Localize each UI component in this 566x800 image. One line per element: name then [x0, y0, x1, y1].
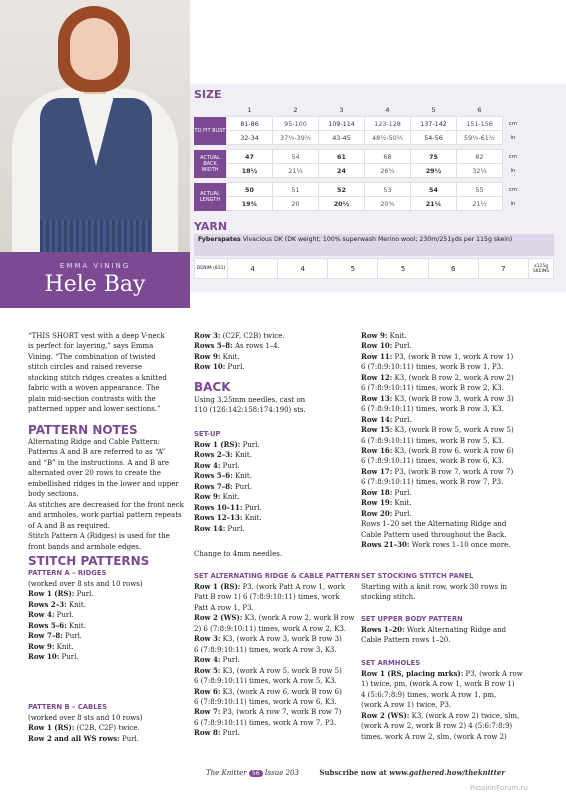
yarn-description [194, 234, 554, 256]
pattern-a-rows [28, 579, 188, 663]
cell: 68 [365, 150, 411, 164]
intro-line: fabric with a woven appearance. The [28, 384, 160, 393]
row-label: TO FIT BUST [194, 117, 227, 145]
row-line: Rows 7–8: Purl. [194, 481, 252, 491]
yarn-amount: 5 [378, 259, 428, 279]
row-line: 6 (7:8:9:10:11) times, work A row 3, K3. [194, 645, 337, 654]
back-line: 110 (126:142:158:174:190) sts. [194, 406, 306, 415]
row-line: Patt B row 1) 6 (7:8:9:10:11) times, work [194, 593, 340, 602]
row-line: Rows 12–13: Knit. [194, 513, 262, 523]
upper-body-heading: SET UPPER BODY PATTERN [361, 615, 463, 623]
back-intro [194, 395, 354, 416]
cell: 20¾ [365, 197, 411, 211]
armholes-text [361, 669, 541, 742]
row-line: Row 1 (RS): Purl. [28, 589, 94, 599]
back-heading: BACK [194, 380, 231, 394]
row-line: Rows 5–8: As rows 1–4. [194, 341, 280, 351]
row-line: 6 (7:8:9:10:11) times, work B row 3, K3. [361, 405, 504, 414]
row-line: Row 18: Purl. [361, 487, 412, 497]
row-line: 4 (5:6:7:8:9) times, work A row 1, pm, [361, 690, 497, 699]
row-line: Row 20: Purl. [361, 508, 412, 518]
cell: 26¾ [365, 164, 411, 178]
size-col: 3 [339, 105, 344, 114]
row-line: Cable Pattern rows 1–20. [361, 636, 451, 645]
cell: 54-56 [411, 131, 457, 145]
row-line: Row 4: Purl. [194, 655, 240, 665]
cell: 24 [319, 164, 365, 178]
size-col: 4 [385, 105, 390, 114]
unit: cm [508, 186, 518, 193]
cell: 75 [411, 150, 457, 164]
row-line: 6 (7:8:9:10:11) times, work B row 6, K3. [361, 457, 504, 466]
cell: 21½ [457, 197, 503, 211]
row-line: Row 3: (C2F, C2B) twice. [194, 331, 285, 340]
size-heading: SIZE [194, 88, 222, 101]
stock-line: Starting with a knit row, work 30 rows in [361, 583, 508, 591]
yarn-unit: x115g SKEINS [529, 259, 554, 279]
cell: 32-34 [227, 131, 273, 145]
unit: in [510, 200, 516, 207]
size-col: 6 [477, 105, 482, 114]
row-line: Row 4: Purl. [194, 460, 240, 470]
yarn-brand: Fyberspates [198, 236, 241, 243]
notes-line: Alternating Ridge and Cable Pattern: [28, 438, 160, 446]
size-col: 1 [247, 105, 252, 114]
cell: 32¼ [457, 164, 503, 178]
row-line: Row 14: Purl. [194, 523, 245, 533]
row-line: Row 12: K3, (work B row 2, work A row 2) [361, 372, 514, 382]
row-line: 6 (7:8:9:10:11) times, work B row 2, K3. [361, 384, 504, 393]
row-line: Row 2 (WS): K3, (work A row 2, work B row [194, 613, 355, 623]
model-photo [0, 0, 190, 252]
alt-pattern-heading: SET ALTERNATING RIDGE & CABLE PATTERN [194, 572, 360, 580]
shade-label: DENIM (831) [195, 259, 228, 279]
row-line: Rows 10–11: Purl. [194, 502, 262, 512]
row-line: Row 8: Purl. [194, 728, 240, 738]
row-line: Row 5: K3, (work A row 5, work B row 5) [194, 665, 342, 675]
col2-top [194, 331, 354, 373]
stock-line: stocking stitch. [361, 593, 416, 602]
pattern-notes [28, 437, 188, 552]
row-line: Row 1 (RS): P3, (work Patt A row 1, work [194, 582, 346, 591]
row-line: Row 13: K3, (work B row 3, work A row 3) [361, 393, 514, 403]
cell: 21¼ [411, 197, 457, 211]
cell: 51 [273, 183, 319, 197]
stocking-text [361, 582, 541, 603]
cell: 18½ [227, 164, 273, 178]
row-line: Patt A row 1, P3. [194, 603, 254, 612]
row-line: Row 14: Purl. [361, 414, 412, 424]
notes-line: body sections. [28, 490, 79, 499]
watermark: PassionForum.ru [470, 784, 528, 792]
row-line: 6 (7:8:9:10:11) times, work B row 5, K3. [361, 436, 504, 445]
row-line: (worked over 8 sts and 10 rows) [28, 580, 143, 588]
row-line: Row 7–8: Purl. [28, 631, 83, 641]
subscribe-text: Subscribe now at [319, 768, 390, 777]
row-line: Row 4: Purl. [28, 610, 74, 620]
yarn-amount: 7 [478, 259, 528, 279]
cell: 59½-61½ [457, 131, 503, 145]
cell: 54 [273, 150, 319, 164]
pattern-a-heading: PATTERN A – RIDGES [28, 569, 107, 577]
row-line: Rows 5–6: Knit. [194, 471, 252, 481]
row-line: Row 3: K3, (work A row 3, work B row 3) [194, 634, 342, 644]
row-line: Rows 2–3: Knit. [28, 599, 86, 609]
change-needles: Change to 4mm needles. [194, 550, 283, 558]
cell: 95-100 [273, 117, 319, 131]
row-label: ACTUAL BACK WIDTH [194, 150, 227, 178]
yarn-detail: Vivacious DK (DK weight; 100% superwash Merino wool; 230m/251yds per 115g skein) [240, 236, 513, 243]
cell: 48½-50½ [365, 131, 411, 145]
magazine-name: The Knitter [206, 769, 247, 777]
row-line: Rows 2–3: Knit. [194, 450, 252, 460]
unit: cm [508, 153, 518, 160]
row-line: Row 10: Purl. [361, 341, 412, 351]
row-line: Row 1 (RS): (C2B, C2F) twice. [28, 723, 140, 733]
notes-line: embellished ridges in the lower and upper [28, 479, 179, 488]
row-line: Row 16: K3, (work B row 6, work A row 6) [361, 445, 514, 455]
notes-line: and armholes, work partial pattern repeats [28, 511, 182, 520]
notes-line: As stitches are decreased for the front neck [28, 500, 184, 509]
row-line: Row 15: K3, (work B row 5, work A row 5) [361, 425, 514, 435]
intro-line: Vining. “The combination of twisted [28, 352, 156, 361]
intro-line: plain mid-section contrasts with the [28, 394, 156, 403]
issue-number: Issue 203 [264, 769, 299, 777]
row-line: Row 17: P3, (work B row 7, work A row 7) [361, 466, 514, 476]
page-number: 56 [249, 770, 263, 777]
cell: 123-128 [365, 117, 411, 131]
row-line: 6 (7:8:9:10:11) times, work B row 7, P3. [361, 478, 504, 487]
pattern-b-rows [28, 713, 188, 744]
row-line: (work A row 1) twice, P3. [361, 701, 452, 710]
row-line: Row 9: Knit. [194, 351, 240, 361]
cell: 47 [227, 150, 273, 164]
row-line: Row 2 and all WS rows: Purl. [28, 733, 140, 743]
cell: 52 [319, 183, 365, 197]
cell: 151-156 [457, 117, 503, 131]
cell: 50 [227, 183, 273, 197]
notes-line: front bands and armhole edges. [28, 542, 142, 551]
row-label: ACTUAL LENGTH [194, 183, 227, 211]
subscribe-link[interactable]: www.gathered.how/theknitter [389, 768, 506, 777]
row-line: Row 11: P3, (work B row 1, work A row 1) [361, 351, 514, 361]
size-table [194, 103, 523, 211]
notes-line: Patterns A and B are referred to as “A” [28, 448, 166, 457]
row-line: Rows 5–6: Knit. [28, 620, 86, 630]
row-line: Rows 1–20: Work Alternating Ridge and [361, 625, 507, 634]
cell: 19¾ [227, 197, 273, 211]
intro-line: stitch circles and raised reverse [28, 363, 142, 372]
row-line: Row 1 (RS, placing mrks): P3, (work A row [361, 669, 523, 678]
cell: 53 [365, 183, 411, 197]
col3-rows [361, 331, 541, 551]
unit: in [510, 167, 516, 174]
intro-line: patterned upper and lower sections.” [28, 405, 161, 414]
row-line: Row 19: Knit. [361, 498, 412, 508]
row-line: 6 (7:8:9:10:11) times, work A row 7, P3. [194, 718, 337, 727]
armholes-heading: SET ARMHOLES [361, 659, 421, 667]
cell: 21¼ [273, 164, 319, 178]
intro-line: is perfect for layering,” says Emma [28, 342, 154, 351]
row-line: (worked over 8 sts and 10 rows) [28, 714, 143, 722]
yarn-amount: 5 [328, 259, 378, 279]
notes-line: alternated over 20 rows to create the [28, 469, 161, 478]
stitch-patterns-heading: STITCH PATTERNS [28, 554, 150, 568]
page-footer [206, 768, 556, 777]
row-line: Row 10: Purl. [194, 362, 245, 372]
row-line: Row 2 (WS): K3, (work A row 2) twice, slm, [361, 710, 520, 720]
row-line: 6 (7:8:9:10:11) times, work A row 6, K3. [194, 697, 337, 706]
pattern-b-heading: PATTERN B – CABLES [28, 703, 108, 711]
cell: 109-114 [319, 117, 365, 131]
row-line: Row 1 (RS): Purl. [194, 440, 260, 449]
yarn-amount: 4 [278, 259, 328, 279]
notes-line: Stitch Pattern A (Ridges) is used for the [28, 532, 170, 541]
row-line: 6 (7:8:9:10:11) times, work A row 5, K3. [194, 677, 337, 686]
row-line: 6 (7:8:9:10:11) times, work B row 1, P3. [361, 363, 504, 372]
cell: 61 [319, 150, 365, 164]
yarn-amount: 4 [228, 259, 278, 279]
cell: 82 [457, 150, 503, 164]
row-line: Cable Pattern used throughout the Back. [361, 530, 507, 539]
row-line: Row 9: Knit. [28, 641, 74, 651]
row-line: (work A row 2, work B row 2) 4 (5:6:7:8:9) [361, 722, 513, 731]
unit: cm [508, 120, 518, 127]
yarn-table [194, 258, 554, 279]
intro-line: stocking stitch ridges creates a knitted [28, 373, 167, 382]
intro-text [28, 331, 188, 415]
cell: 37½-39½ [273, 131, 319, 145]
size-col: 2 [293, 105, 298, 114]
alt-pattern-rows [194, 582, 360, 739]
cell: 81-86 [227, 117, 273, 131]
pattern-title: Hele Bay [44, 272, 146, 297]
notes-line: of A and B as required. [28, 521, 110, 530]
size-col: 5 [431, 105, 436, 114]
row-line: times, work A row 2, slm, (work A row 2) [361, 732, 507, 741]
back-line: Using 3.25mm needles, cast on [194, 396, 306, 404]
row-line: Rows 21–30: Work rows 1–10 once more. [361, 540, 511, 550]
unit: in [510, 134, 516, 141]
cell: 54 [411, 183, 457, 197]
row-line: 1) twice, pm, (work A row 1, work B row 1) [361, 680, 515, 689]
row-line: Row 9: Knit. [194, 492, 240, 502]
yarn-heading: YARN [194, 220, 228, 233]
designer-name: EMMA VINING [59, 262, 131, 270]
cell: 137-142 [411, 117, 457, 131]
yarn-amount: 6 [428, 259, 478, 279]
cell: 29½ [411, 164, 457, 178]
cell: 55 [457, 183, 503, 197]
upper-body-text [361, 625, 541, 646]
pattern-notes-heading: PATTERN NOTES [28, 423, 138, 437]
cell: 43-45 [319, 131, 365, 145]
row-line: Rows 1–20 set the Alternating Ridge and [361, 520, 507, 529]
row-line: Row 10: Purl. [28, 652, 79, 662]
row-line: Row 9: Knit. [361, 331, 407, 340]
stocking-heading: SET STOCKING STITCH PANEL [361, 572, 474, 580]
setup-heading: SET-UP [194, 430, 221, 438]
row-line: Row 7: P3, (work A row 7, work B row 7) [194, 707, 342, 717]
setup-rows [194, 440, 354, 534]
row-line: 2) 6 (7:8:9:10:11) times, work A row 2, K3. [194, 624, 347, 633]
row-line: Row 6: K3, (work A row 6, work B row 6) [194, 686, 342, 696]
notes-line: and “B” in the instructions. A and B are [28, 458, 170, 467]
intro-line: “THIS SHORT vest with a deep V-neck [28, 332, 165, 340]
cell: 20½ [319, 197, 365, 211]
cell: 20 [273, 197, 319, 211]
